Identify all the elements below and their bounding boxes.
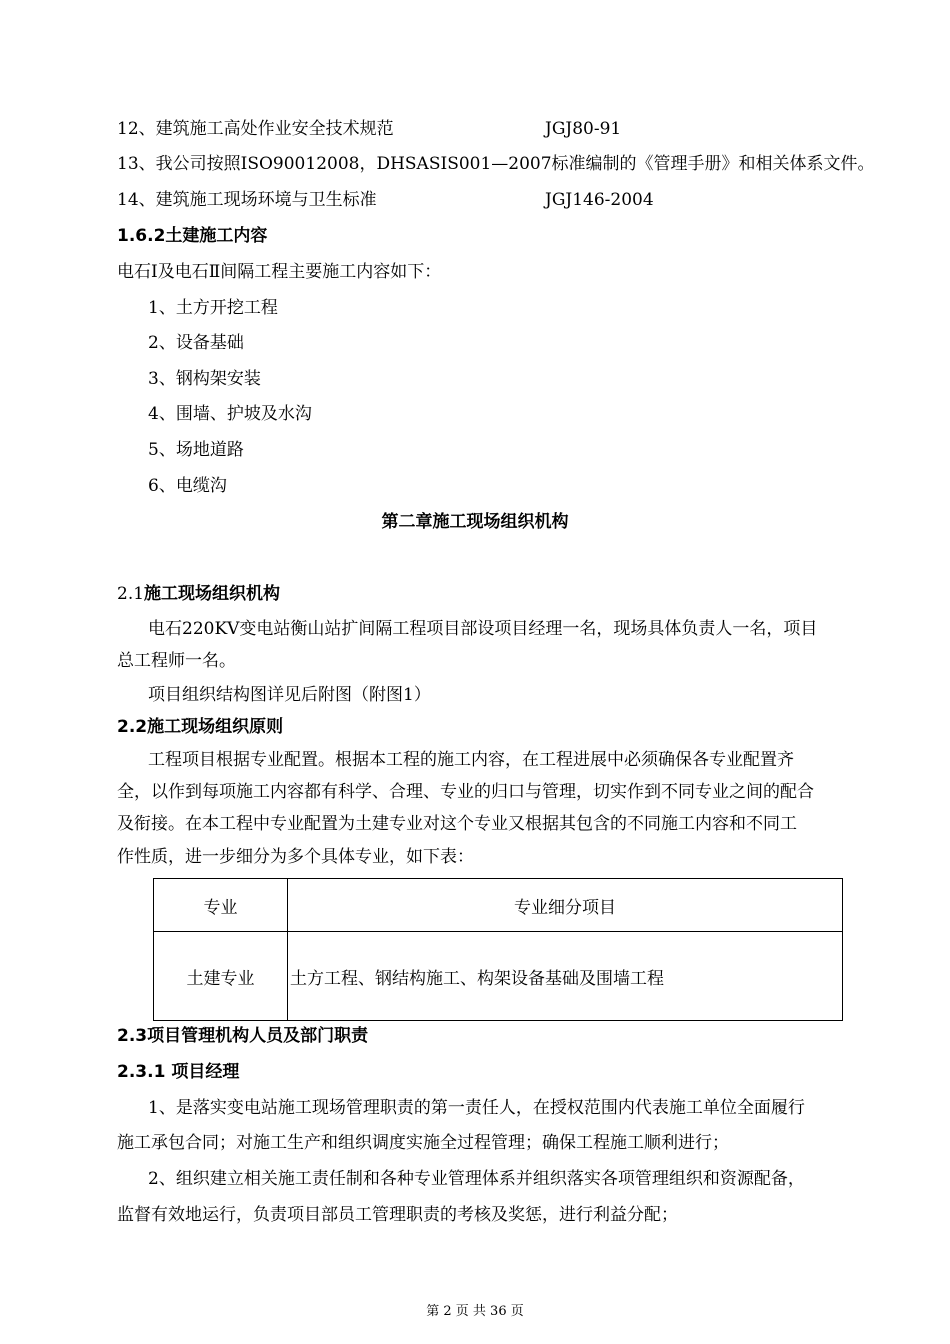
table-header-row bbox=[154, 879, 843, 932]
list-item: 3、钢构架安装 bbox=[148, 369, 261, 389]
paragraph-line: 及衔接。在本工程中专业配置为土建专业对这个专业又根据其包含的不同施工内容和不同工 bbox=[117, 814, 797, 834]
paragraph-line: 2、组织建立相关施工责任制和各种专业管理体系并组织落实各项管理组织和资源配备， bbox=[148, 1169, 805, 1189]
section-intro: 电石Ⅰ及电石Ⅱ间隔工程主要施工内容如下： bbox=[117, 262, 442, 282]
list-item: 6、电缆沟 bbox=[148, 476, 227, 496]
ref-item-12 bbox=[117, 117, 394, 141]
list-item: 5、场地道路 bbox=[148, 440, 244, 460]
paragraph-line: 监督有效地运行，负责项目部员工管理职责的考核及奖惩，进行利益分配； bbox=[117, 1205, 678, 1225]
ref-code-14: JGJ146-2004 bbox=[545, 190, 654, 210]
ref-item-14 bbox=[117, 188, 377, 212]
section-heading-1-6-2: 1.6.2土建施工内容 bbox=[117, 226, 268, 246]
paragraph-line: 作性质，进一步细分为多个具体专业，如下表： bbox=[117, 847, 474, 867]
chapter-title: 第二章施工现场组织机构 bbox=[381, 512, 569, 532]
section-number: 2.1 bbox=[117, 584, 145, 604]
table-header-cell: 专业 bbox=[154, 879, 288, 932]
paragraph-line: 总工程师一名。 bbox=[117, 651, 236, 671]
section-heading-2-3-1: 2.3.1 项目经理 bbox=[117, 1062, 240, 1082]
table-row bbox=[154, 932, 843, 1021]
paragraph-line: 全，以作到每项施工内容都有科学、合理、专业的归口与管理，切实作到不同专业之间的配合 bbox=[117, 782, 814, 802]
ref-code-12: JGJ80-91 bbox=[545, 119, 622, 139]
paragraph-line: 施工承包合同；对施工生产和组织调度实施全过程管理；确保工程施工顺利进行； bbox=[117, 1133, 729, 1153]
page-footer: 第 2 页 共 36 页 bbox=[426, 1304, 524, 1319]
section-heading-2-2: 2.2施工现场组织原则 bbox=[117, 717, 284, 737]
paragraph-line: 电石220KV变电站衡山站扩间隔工程项目部设项目经理一名，现场具体负责人一名，项目 bbox=[148, 619, 818, 639]
ref-text: 12、建筑施工高处作业安全技术规范 bbox=[117, 119, 394, 139]
paragraph-line: 工程项目根据专业配置。根据本工程的施工内容，在工程进展中必须确保各专业配置齐 bbox=[148, 750, 794, 770]
table-cell: 土建专业 bbox=[154, 932, 288, 1021]
specialty-table bbox=[153, 878, 843, 1021]
ref-text: 14、建筑施工现场环境与卫生标准 bbox=[117, 190, 377, 210]
paragraph-line: 项目组织结构图详见后附图（附图1） bbox=[148, 685, 431, 705]
ref-item-13: 13、我公司按照ISO90012008，DHSASIS001—2007标准编制的《管理手册》和相关体系文件。 bbox=[117, 154, 875, 174]
section-heading-2-3: 2.3项目管理机构人员及部门职责 bbox=[117, 1026, 369, 1046]
paragraph-line: 1、是落实变电站施工现场管理职责的第一责任人，在授权范围内代表施工单位全面履行 bbox=[148, 1098, 805, 1118]
list-item: 2、设备基础 bbox=[148, 333, 244, 353]
section-heading-2-1 bbox=[117, 582, 280, 606]
list-item: 1、土方开挖工程 bbox=[148, 298, 278, 318]
table-header-cell: 专业细分项目 bbox=[288, 879, 843, 932]
table-cell: 土方工程、钢结构施工、构架设备基础及围墙工程 bbox=[288, 932, 843, 1021]
section-title: 施工现场组织机构 bbox=[144, 584, 281, 604]
list-item: 4、围墙、护坡及水沟 bbox=[148, 404, 312, 424]
